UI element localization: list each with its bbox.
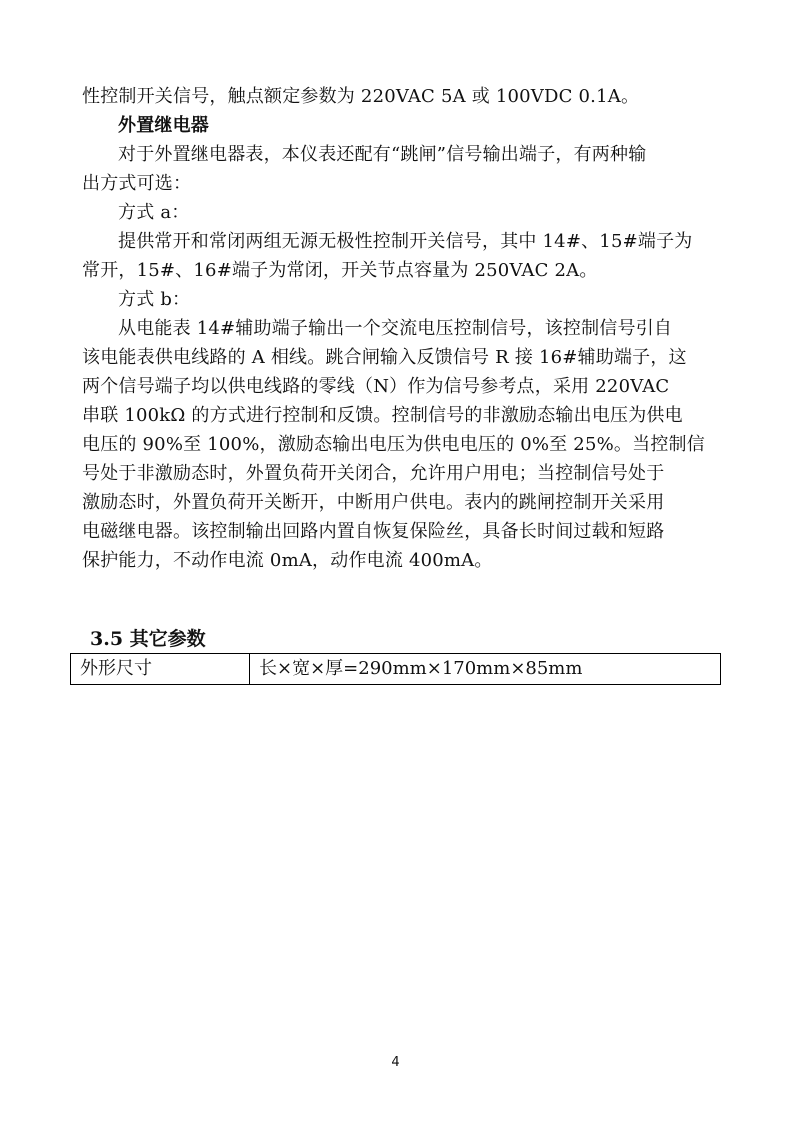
table-row bbox=[71, 654, 721, 685]
paragraph-line: 性控制开关信号，触点额定参数为 220VAC 5A 或 100VDC 0.1A。 bbox=[82, 86, 640, 107]
paragraph-line: 电压的 90%至 100%，激励态输出电压为供电电压的 0%至 25%。当控制信 bbox=[82, 434, 705, 455]
paragraph-line: 出方式可选： bbox=[82, 173, 192, 194]
paragraph-line: 串联 100kΩ 的方式进行控制和反馈。控制信号的非激励态输出电压为供电 bbox=[82, 405, 683, 426]
paragraph-line: 保护能力，不动作电流 0mA，动作电流 400mA。 bbox=[82, 550, 493, 571]
option-a-label: 方式 a： bbox=[118, 202, 190, 223]
paragraph-line: 提供常开和常闭两组无源无极性控制开关信号，其中 14#、15#端子为 bbox=[118, 231, 693, 252]
paragraph-line: 从电能表 14#辅助端子输出一个交流电压控制信号，该控制信号引自 bbox=[118, 318, 673, 339]
paragraph-line: 电磁继电器。该控制输出回路内置自恢复保险丝，具备长时间过载和短路 bbox=[82, 521, 665, 542]
paragraph-line: 对于外置继电器表，本仪表还配有“跳闸”信号输出端子，有两种输 bbox=[118, 144, 647, 165]
paragraph-line: 常开，15#、16#端子为常闭，开关节点容量为 250VAC 2A。 bbox=[82, 260, 598, 281]
section-title: 3.5 其它参数 bbox=[90, 628, 206, 650]
paragraph-line: 该电能表供电线路的 A 相线。跳合闸输入反馈信号 R 接 16#辅助端子，这 bbox=[82, 347, 687, 368]
paragraph-line: 激励态时，外置负荷开关断开，中断用户供电。表内的跳闸控制开关采用 bbox=[82, 492, 665, 513]
param-value: 长×宽×厚=290mm×170mm×85mm bbox=[250, 654, 721, 685]
paragraph-line: 号处于非激励态时，外置负荷开关闭合，允许用户用电；当控制信号处于 bbox=[82, 463, 665, 484]
subheading-external-relay: 外置继电器 bbox=[118, 115, 209, 136]
param-label: 外形尺寸 bbox=[71, 654, 250, 685]
option-b-label: 方式 b： bbox=[118, 289, 191, 310]
paragraph-line: 两个信号端子均以供电线路的零线（N）作为信号参考点，采用 220VAC bbox=[82, 376, 670, 397]
page-number: 4 bbox=[391, 1055, 400, 1070]
params-table bbox=[70, 653, 721, 685]
